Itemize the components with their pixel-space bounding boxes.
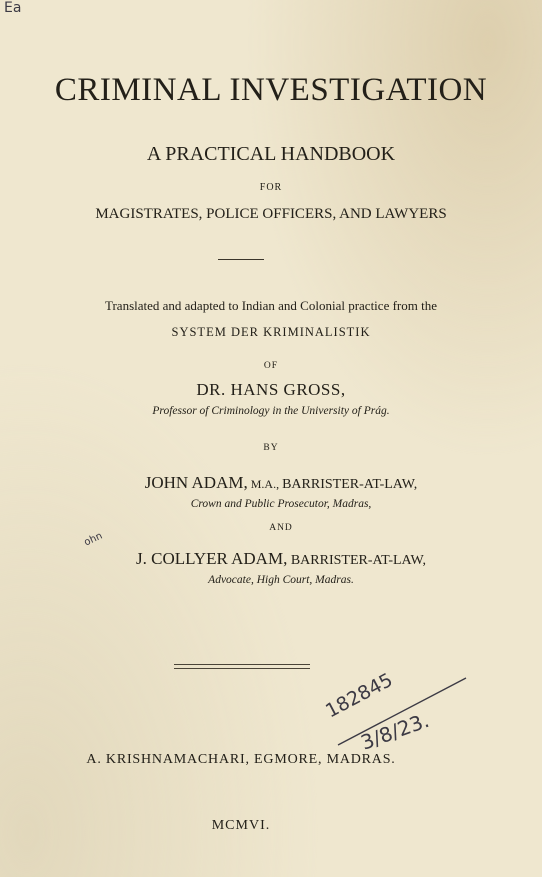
translator-1-line xyxy=(10,473,542,493)
double-divider-bottom xyxy=(174,668,310,669)
translated-line: Translated and adapted to Indian and Colonial practice from the xyxy=(104,298,437,313)
author-name: DR. HANS GROSS, xyxy=(196,380,346,399)
and-word: AND xyxy=(269,523,293,533)
short-divider xyxy=(218,259,264,260)
handwritten-ohn-note: ohn xyxy=(82,530,105,549)
source-work-title: SYSTEM DER KRIMINALISTIK xyxy=(171,325,371,339)
accession-handwriting xyxy=(316,650,506,760)
translator-2-title: BARRISTER-AT-LAW, xyxy=(287,553,426,568)
audience-line: MAGISTRATES, POLICE OFFICERS, AND LAWYERS xyxy=(95,206,447,222)
book-title: CRIMINAL INVESTIGATION xyxy=(54,72,488,108)
by-word: BY xyxy=(263,443,279,453)
for-word: FOR xyxy=(259,182,283,193)
translator-1-role: Crown and Public Prosecutor, Madras, xyxy=(190,498,372,510)
book-subtitle: A PRACTICAL HANDBOOK xyxy=(146,143,396,165)
translator-1-degree: M.A., xyxy=(247,477,283,491)
accession-date: 3/8/23. xyxy=(357,707,433,755)
double-divider-top xyxy=(174,664,310,665)
translator-2-name: J. COLLYER ADAM, xyxy=(136,549,288,568)
author-role: Professor of Criminology in the University of Prág. xyxy=(152,405,390,417)
translator-1-name: JOHN ADAM, xyxy=(144,473,248,492)
publication-year: MCMVI. xyxy=(211,818,271,833)
translator-2-role: Advocate, High Court, Madras. xyxy=(208,574,354,586)
corner-handwritten-note: Ea xyxy=(4,0,22,16)
of-word: OF xyxy=(263,361,279,371)
accession-number: 182845 xyxy=(322,668,397,723)
publisher-line: A. KRISHNAMACHARI, EGMORE, MADRAS. xyxy=(86,752,396,767)
translator-2-line xyxy=(10,549,542,569)
translator-1-title: BARRISTER-AT-LAW, xyxy=(282,477,418,492)
